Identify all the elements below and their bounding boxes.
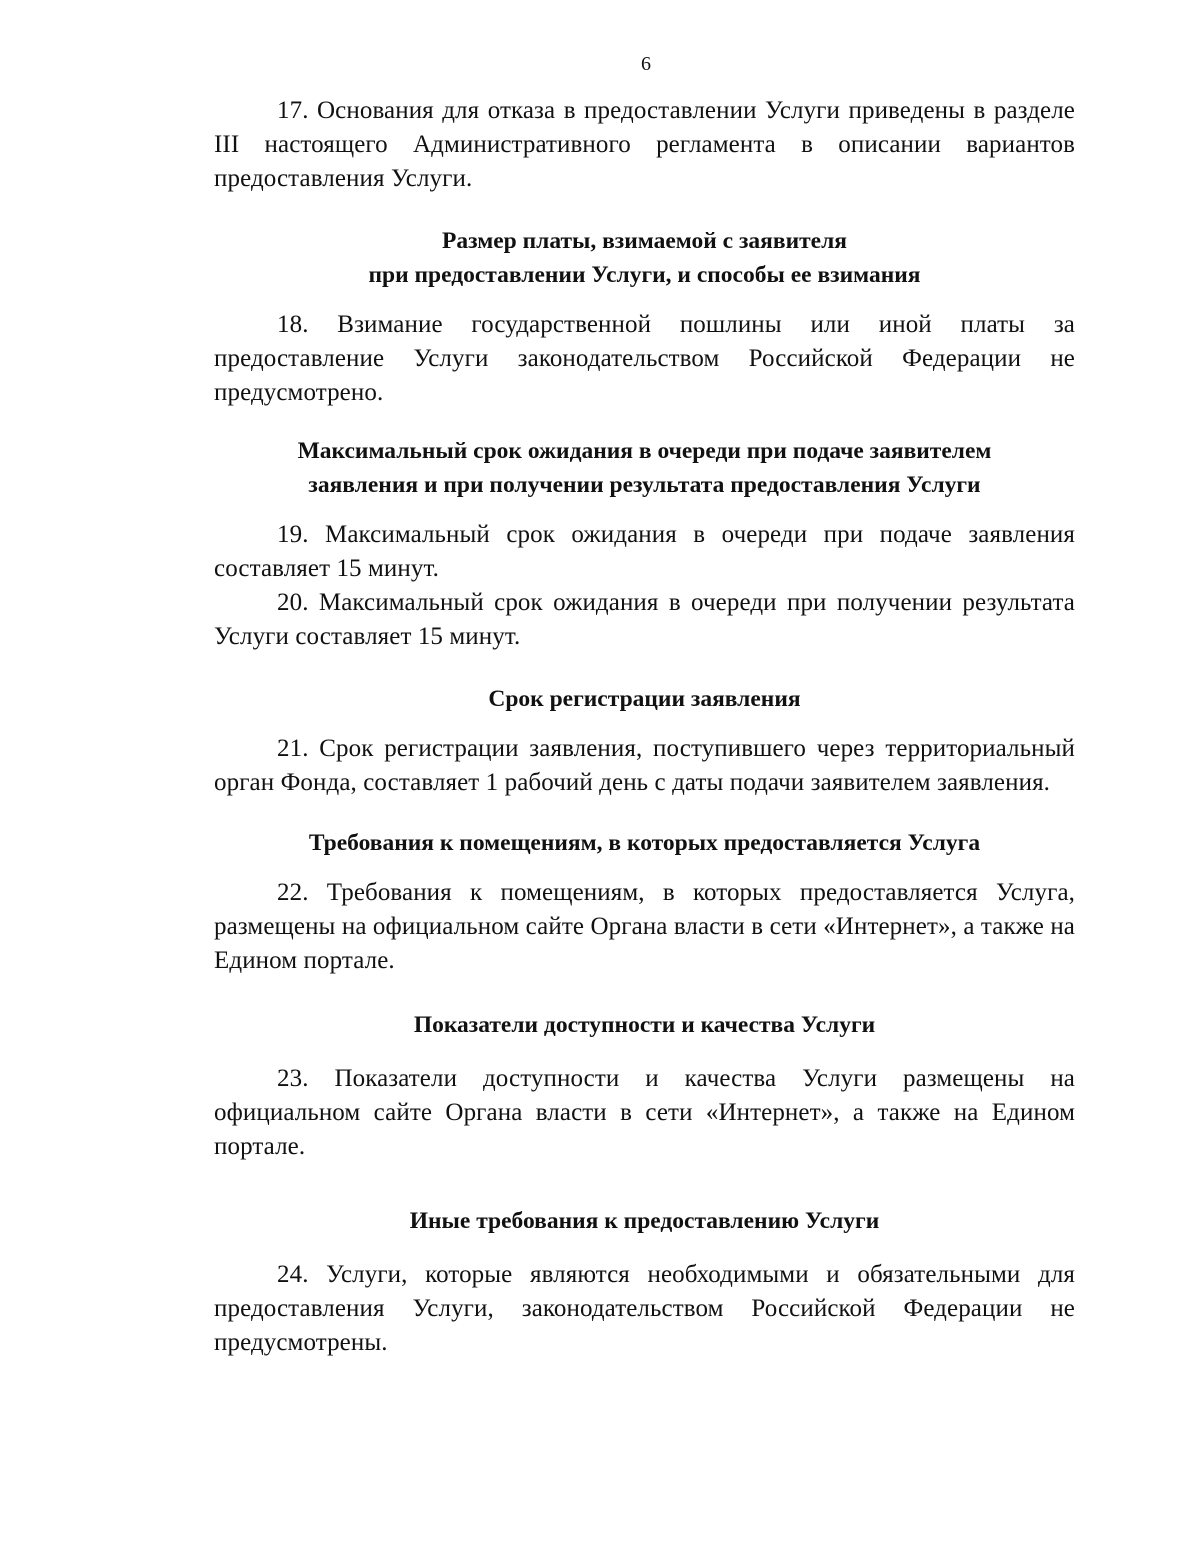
paragraph-24: 24. Услуги, которые являются необходимыми и обязательными для предоставления Услуги, законодательством Российской Федерации не предусмотрены. <box>214 1261 1075 1356</box>
heading-line: Срок регистрации заявления <box>488 686 801 712</box>
heading-accessibility <box>214 1008 1075 1042</box>
paragraph-21: 21. Срок регистрации заявления, поступившего через территориальный орган Фонда, составляет 1 рабочий день с даты подачи заявителем заявления. <box>214 735 1075 796</box>
heading-line: Показатели доступности и качества Услуги <box>413 1012 876 1038</box>
heading-line: заявления и при получении результата предоставления Услуги <box>308 472 981 498</box>
page-number: 6 <box>641 53 651 75</box>
paragraph-23: 23. Показатели доступности и качества Услуги размещены на официальном сайте Органа власти в сети «Интернет», а также на Едином портале. <box>214 1065 1075 1160</box>
heading-premises <box>214 826 1075 860</box>
heading-line: Требования к помещениям, в которых предоставляется Услуга <box>308 830 981 856</box>
heading-queue-time <box>214 434 1075 502</box>
paragraph-22: 22. Требования к помещениям, в которых предоставляется Услуга, размещены на официальном сайте Органа власти в сети «Интернет», а также на Едином портале. <box>214 879 1075 974</box>
heading-fee <box>214 224 1075 292</box>
heading-line: Иные требования к предоставлению Услуги <box>409 1208 880 1234</box>
heading-registration-term <box>214 682 1075 716</box>
paragraph-19: 19. Максимальный срок ожидания в очереди при подаче заявления составляет 15 минут. <box>214 521 1075 582</box>
heading-line: Максимальный срок ожидания в очереди при подаче заявителем <box>297 438 992 464</box>
paragraph-17: 17. Основания для отказа в предоставлении Услуги приведены в разделе III настоящего Административного регламента в описании вариантов предоставления Услуги. <box>214 97 1075 192</box>
heading-line: при предоставлении Услуги, и способы ее взимания <box>368 262 921 288</box>
paragraph-20: 20. Максимальный срок ожидания в очереди при получении результата Услуги составляет 15 минут. <box>214 589 1075 650</box>
heading-line: Размер платы, взимаемой с заявителя <box>442 228 847 254</box>
paragraph-18: 18. Взимание государственной пошлины или иной платы за предоставление Услуги законодательством Российской Федерации не предусмотрено. <box>214 311 1075 406</box>
heading-other-requirements <box>214 1204 1075 1238</box>
document-body <box>214 94 1075 1360</box>
